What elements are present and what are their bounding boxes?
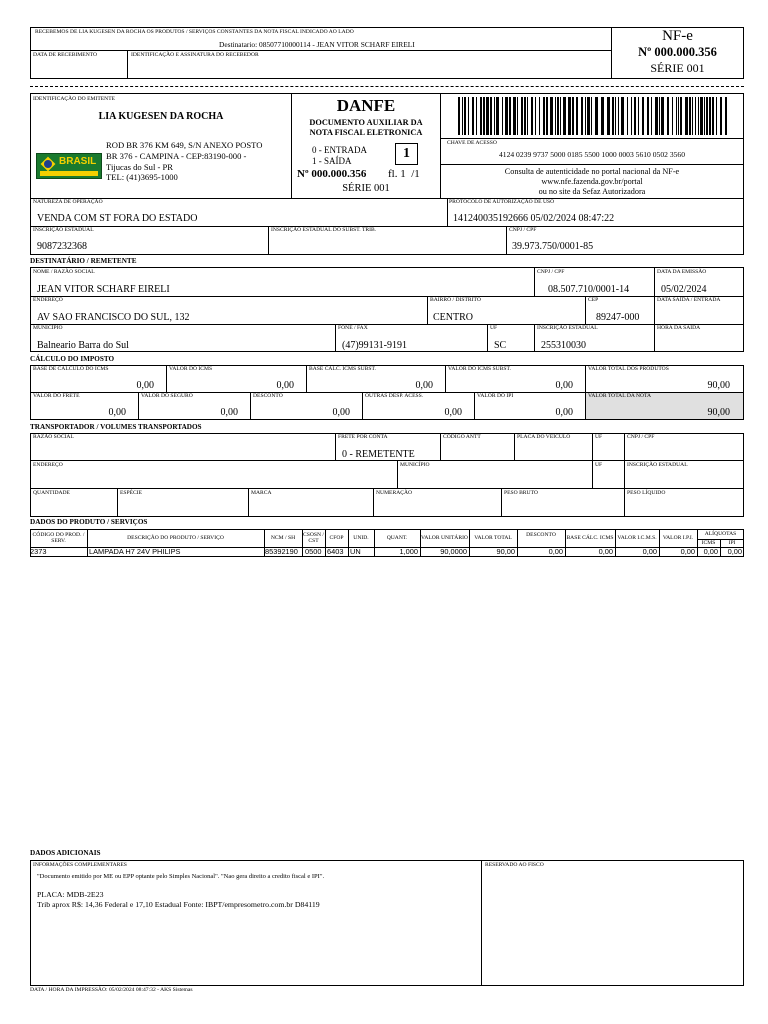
dest-fone: (47)99131-9191 (342, 340, 407, 351)
transp-frete: 0 - REMETENTE (342, 449, 415, 460)
canhoto-serie: SÉRIE 001 (650, 61, 705, 75)
desconto-label: DESCONTO (253, 393, 283, 399)
dest-hora-label: HORA DA SAÍDA (657, 325, 701, 331)
row-cfop: 6403 (327, 547, 344, 556)
info-line2: PLACA: MDB-2E23 (37, 890, 104, 899)
frete-label: VALOR DO FRETE (33, 393, 80, 399)
total-prod-value: 90,00 (707, 380, 730, 391)
transp-cnpj-label: CNPJ / CPF (627, 434, 655, 440)
dest-municipio-label: MUNICÍPIO (33, 325, 63, 331)
seguro-label: VALOR DO SEGURO (141, 393, 193, 399)
transp-uf2-label: UF (595, 462, 603, 468)
ie-value: 9087232368 (37, 241, 87, 252)
icms-value: 0,00 (276, 380, 294, 391)
danfe-tipo-box (395, 143, 418, 165)
col-cfop: CFOP (329, 534, 344, 541)
natureza-value: VENDA COM ST FORA DO ESTADO (37, 213, 198, 224)
canhoto-numero: Nº 000.000.356 (638, 45, 717, 59)
col-v-icms: VALOR I.C.M.S. (617, 534, 657, 541)
col-aliquotas: ALÍQUOTAS (704, 530, 737, 537)
consulta-line1: Consulta de autenticidade no portal nacional da NF-e (504, 167, 680, 176)
transp-antt-label: CÓDIGO ANTT (443, 434, 481, 440)
rodape: DATA / HORA DA IMPRESSÃO: 05/02/2024 08:47:32 - AKS Sistemas (30, 987, 193, 993)
dest-cnpj-label: CNPJ / CPF (537, 269, 565, 275)
chave-label: CHAVE DE ACESSO (447, 140, 497, 146)
destinatario-section: DESTINATÁRIO / REMETENTE (30, 257, 137, 265)
col-vunit: VALOR UNITÁRIO (421, 534, 468, 541)
row-codigo: 2373 (30, 547, 47, 556)
transp-peso-bruto-label: PESO BRUTO (504, 490, 538, 496)
col-desconto: DESCONTO (526, 531, 556, 538)
total-prod-label: VALOR TOTAL DOS PRODUTOS (588, 366, 669, 372)
dest-endereco: AV SAO FRANCISCO DO SUL, 132 (37, 312, 190, 323)
danfe-title: DANFE (336, 96, 396, 115)
col-bc-icms: BASE CÁLC. ICMS (566, 534, 614, 541)
emitente-nome: LIA KUGESEN DA ROCHA (98, 111, 224, 122)
consulta-line3: ou no site da Sefaz Autorizadora (538, 187, 646, 196)
row-v-icms: 0,00 (642, 547, 657, 556)
total-nota-value: 90,00 (707, 407, 730, 418)
assinatura-label: IDENTIFICAÇÃO E ASSINATURA DO RECEBEDOR (131, 52, 259, 58)
icms-st-value: 0,00 (555, 380, 573, 391)
fisco-label: RESERVADO AO FISCO (485, 862, 544, 868)
dest-fone-label: FONE / FAX (338, 325, 368, 331)
transp-frete-label: FRETE POR CONTA (338, 434, 388, 440)
canhoto-destinatario: Destinatario: 08507710000114 - JEAN VITOR SCHARF EIRELI (219, 40, 415, 49)
transp-ie-label: INSCRIÇÃO ESTADUAL (627, 462, 688, 468)
imposto-section: CÁLCULO DO IMPOSTO (30, 355, 115, 363)
emitente-telefone: TEL: (41)3695-1000 (106, 172, 178, 182)
row-aliq-ipi: 0,00 (727, 547, 742, 556)
canhoto-nfe: NF-e (662, 28, 693, 44)
transp-peso-liquido-label: PESO LÍQUIDO (627, 490, 666, 496)
transp-endereco-label: ENDEREÇO (33, 462, 63, 468)
col-codigo: CÓDIGO DO PROD. / SERV. (32, 531, 85, 544)
danfe-folha: fl. 1 /1 (388, 168, 420, 180)
dest-cep: 89247-000 (596, 312, 640, 323)
row-v-ipi: 0,00 (680, 547, 695, 556)
row-ncm: 85392190 (265, 547, 298, 556)
canhoto-text: RECEBEMOS DE LIA KUGESEN DA ROCHA OS PRODUTOS / SERVIÇOS CONSTANTES DA NOTA FISCAL INDICADO AO LADO (35, 29, 354, 35)
info-label: INFORMAÇÕES COMPLEMENTARES (33, 862, 127, 868)
emitente-label: IDENTIFICAÇÃO DO EMITENTE (33, 96, 116, 102)
chave-value: 4124 0239 9737 5000 0185 5500 1000 0003 5610 0502 3560 (498, 150, 686, 159)
barcode-icon (458, 97, 728, 135)
danfe-subtitle1: DOCUMENTO AUXILIAR DA (309, 118, 423, 127)
transp-numeracao-label: NUMERAÇÃO (376, 490, 413, 496)
transp-quantidade-label: QUANTIDADE (33, 490, 70, 496)
emitente-endereco2: BR 376 - CAMPINA - CEP:83190-000 - (106, 151, 247, 161)
icms-label: VALOR DO ICMS (169, 366, 213, 372)
row-descricao: LAMPADA H7 24V PHILIPS (89, 547, 181, 556)
col-vtotal: VALOR TOTAL (474, 534, 512, 541)
transp-razao-label: RAZÃO SOCIAL (33, 434, 74, 440)
dest-nome: JEAN VITOR SCHARF EIRELI (37, 284, 170, 295)
logo-text: BRASIL (59, 156, 97, 167)
dest-saida-label: DATA SAÍDA / ENTRADA (657, 297, 721, 303)
emitente-endereco3: Tijucas do Sul - PR (106, 162, 174, 172)
bc-st-value: 0,00 (415, 380, 433, 391)
transp-placa-label: PLACA DO VEÍCULO (517, 434, 571, 440)
dest-ie-label: INSCRIÇÃO ESTADUAL (537, 325, 598, 331)
col-csosn: CSOSN / CST (303, 531, 324, 544)
iest-label: INSCRIÇÃO ESTADUAL DO SUBST. TRIB. (271, 227, 377, 233)
danfe-serie: SÉRIE 001 (342, 183, 390, 194)
transportador-section: TRANSPORTADOR / VOLUMES TRANSPORTADOS (30, 423, 202, 431)
protocolo-label: PROTOCOLO DE AUTORIZAÇÃO DE USO (449, 199, 555, 205)
danfe-saida: 1 - SAÍDA (312, 156, 352, 166)
logo-strip (40, 171, 98, 176)
info-line1: "Documento emitido por ME ou EPP optante pelo Simples Nacional". "Nao gera direito a credito fiscal e IPI". (37, 873, 325, 880)
col-aliq-ipi: IPI (728, 539, 736, 546)
col-unid: UNID. (353, 534, 369, 541)
seguro-value: 0,00 (220, 407, 238, 418)
logo-globe-icon (44, 160, 52, 168)
transp-especie-label: ESPÉCIE (120, 490, 143, 496)
row-desconto: 0,00 (548, 547, 563, 556)
frete-value: 0,00 (108, 407, 126, 418)
dest-bairro: CENTRO (433, 312, 473, 323)
dest-cnpj: 08.507.710/0001-14 (548, 284, 630, 295)
protocolo-value: 141240035192666 05/02/2024 08:47:22 (453, 213, 615, 224)
ipi-label: VALOR DO IPI (477, 393, 514, 399)
cnpj-emitente-label: CNPJ / CPF (509, 227, 537, 233)
row-unid: UN (350, 547, 361, 556)
adicionais-section: DADOS ADICIONAIS (30, 849, 101, 857)
total-nota-label: VALOR TOTAL DA NOTA (588, 393, 652, 399)
bc-icms-label: BASE DE CÁLCULO DO ICMS (33, 366, 109, 372)
bc-st-label: BASE CÁLC. ICMS SUBST. (309, 366, 376, 372)
danfe-numero: Nº 000.000.356 (297, 168, 367, 180)
row-vtotal: 90,00 (496, 547, 515, 556)
dest-cep-label: CEP (588, 297, 599, 303)
col-v-ipi: VALOR I.P.I. (662, 534, 694, 541)
emitente-endereco1: ROD BR 376 KM 649, S/N ANEXO POSTO (106, 140, 263, 150)
emitente-logo (36, 153, 102, 179)
row-bc-icms: 0,00 (598, 547, 613, 556)
col-aliq-icms: ICMS (701, 539, 716, 546)
row-quant: 1,000 (399, 547, 418, 556)
dest-uf-label: UF (490, 325, 498, 331)
outras-label: OUTRAS DESP. ACESS. (365, 393, 424, 399)
danfe-tipo: 1 (403, 146, 410, 161)
ipi-value: 0,00 (555, 407, 573, 418)
col-ncm: NCM / SH (270, 534, 296, 541)
ie-label: INSCRIÇÃO ESTADUAL (33, 227, 94, 233)
natureza-label: NATUREZA DE OPERAÇÃO (33, 199, 103, 205)
danfe-subtitle2: NOTA FISCAL ELETRONICA (309, 128, 423, 137)
dest-municipio: Balneario Barra do Sul (37, 340, 129, 351)
dest-ie: 255310030 (541, 340, 586, 351)
consulta-line2: www.nfe.fazenda.gov.br/portal (541, 177, 643, 186)
danfe-entrada: 0 - ENTRADA (312, 145, 367, 155)
cnpj-emitente-value: 39.973.750/0001-85 (512, 241, 594, 252)
transp-municipio-label: MUNICÍPIO (400, 462, 430, 468)
outras-value: 0,00 (444, 407, 462, 418)
transp-uf-label: UF (595, 434, 603, 440)
desconto-value: 0,00 (332, 407, 350, 418)
row-vunit: 90,0000 (440, 547, 467, 556)
dest-emissao-label: DATA DA EMISSÃO (657, 269, 707, 275)
dest-uf: SC (494, 340, 507, 351)
row-aliq-icms: 0,00 (703, 547, 718, 556)
info-line3: Trib aprox R$: 14,36 Federal e 17,10 Estadual Fonte: IBPT/empresometro.com.br D84119 (37, 900, 320, 909)
bc-icms-value: 0,00 (136, 380, 154, 391)
produtos-section: DADOS DO PRODUTO / SERVIÇOS (30, 518, 148, 526)
dest-emissao: 05/02/2024 (661, 284, 707, 295)
row-csosn: 0500 (305, 547, 322, 556)
icms-st-label: VALOR DO ICMS SUBST. (448, 366, 511, 372)
data-recebimento-label: DATA DE RECEBIMENTO (33, 52, 98, 58)
dest-bairro-label: BAIRRO / DISTRITO (430, 297, 481, 303)
transp-marca-label: MARCA (251, 490, 272, 496)
dest-endereco-label: ENDEREÇO (33, 297, 63, 303)
col-descricao: DESCRIÇÃO DO PRODUTO / SERVIÇO (127, 534, 224, 541)
dest-nome-label: NOME / RAZÃO SOCIAL (33, 269, 95, 275)
col-quant: QUANT. (386, 534, 408, 541)
